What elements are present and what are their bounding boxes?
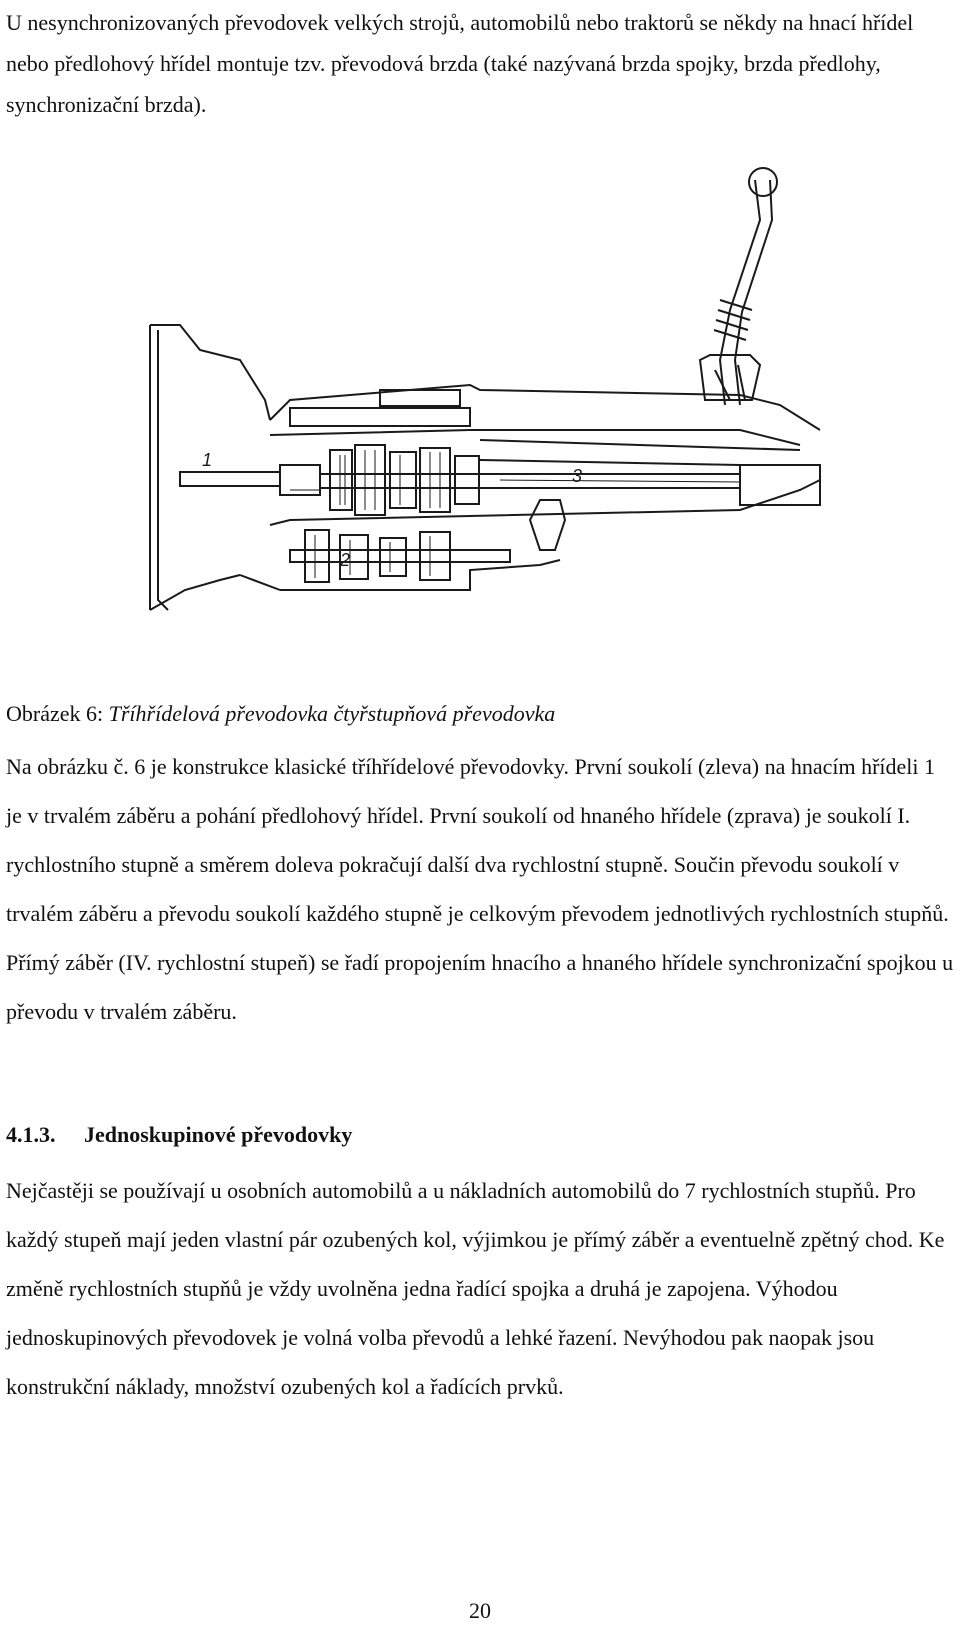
intro-paragraph: U nesynchronizovaných převodovek velkých strojů, automobilů nebo traktorů se někdy na hnací hřídel nebo předlohový hřídel montuje tzv. převodová brzda (také nazývaná brzda spojky, brzda předlohy, synchronizační brzda). (6, 10, 914, 117)
section-body-paragraph: Nejčastěji se používají u osobních automobilů a u nákladních automobilů do 7 rychlostních stupňů. Pro každý stupeň mají jeden vlastní pár ozubených kol, výjimkou je přímý záběr a eventuelně zpětný chod. Ke změně rychlostních stupňů je vždy uvolněna jedna řadící spojka a druhá je zapojena. Výhodou jednoskupinových převodovek je volná volba převodů a lehké řazení. Nevýhodou pak naopak jsou konstrukční náklady, množství ozubených kol a řadících prvků. (6, 1178, 945, 1399)
gearbox-drawing (140, 160, 860, 660)
section-number: 4.1.3. (6, 1122, 56, 1147)
figure-label-1: 1 (202, 450, 213, 470)
figure-label-2: 2 (340, 550, 351, 570)
caption-prefix: Obrázek 6: (6, 701, 109, 726)
section-heading (6, 1122, 352, 1148)
figure-label-3: 3 (572, 466, 583, 486)
page-number: 20 (469, 1598, 491, 1623)
figure-caption (6, 701, 555, 727)
caption-title: Tříhřídelová převodovka čtyřstupňová převodovka (108, 701, 556, 726)
description-paragraph: Na obrázku č. 6 je konstrukce klasické tříhřídelové převodovky. První soukolí (zleva) na hnacím hřídeli 1 je v trvalém záběru a pohání předlohový hřídel. První soukolí od hnaného hřídele (zprava) je soukolí I. rychlostního stupně a směrem doleva pokračují další dva rychlostní stupně. Součin převodu soukolí v trvalém záběru a převodu soukolí každého stupně je celkovým převodem jednotlivých rychlostních stupňů. Přímý záběr (IV. rychlostní stupeň) se řadí propojením hnacího a hnaného hřídele synchronizační spojkou u převodu v trvalém záběru. (6, 754, 954, 1024)
gearbox-figure (140, 160, 860, 660)
section-title: Jednoskupinové převodovky (84, 1122, 353, 1147)
